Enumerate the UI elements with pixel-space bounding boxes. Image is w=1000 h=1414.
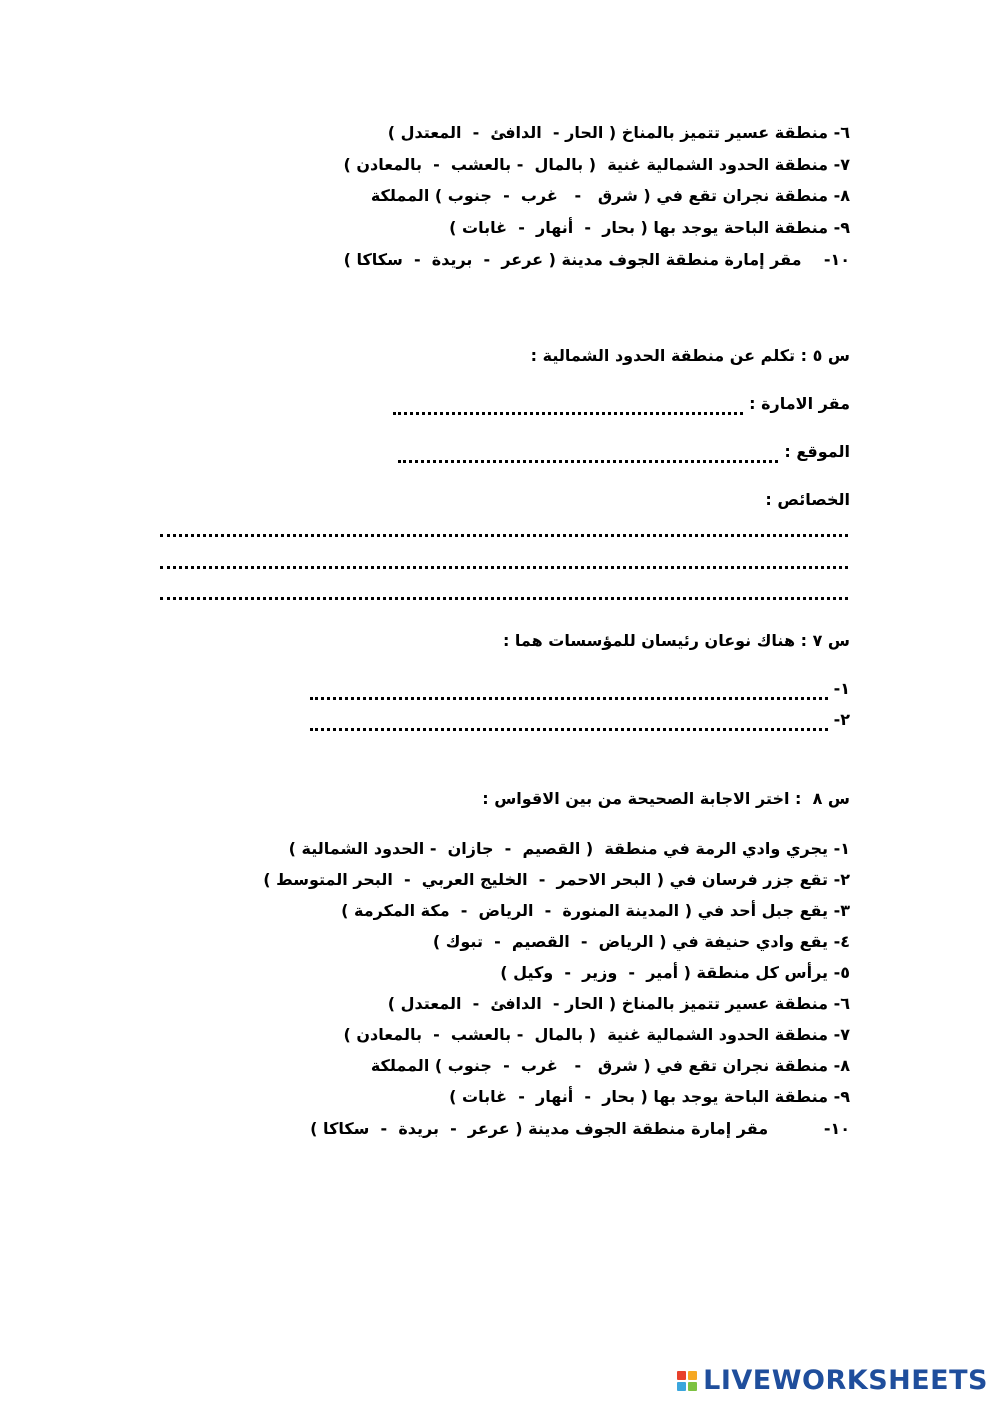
q5-capital-field (393, 393, 850, 415)
top-list-item-8: ٨- منطقة نجران تقع في ( شرق - غرب - جنوب ) المملكة (370, 186, 850, 205)
top-list-item-10: ١٠- مقر إمارة منطقة الجوف مدينة ( عرعر - بريدة - سكاكا ) (343, 250, 850, 269)
q7-item-1-number: ١- (833, 679, 850, 698)
q5-features-blank-2[interactable] (160, 566, 848, 569)
q7-item-1-blank[interactable] (310, 683, 828, 700)
q7-title: س ٧ : هناك نوعان رئيسان للمؤسسات هما : (502, 631, 850, 650)
q7-item-2-blank[interactable] (310, 714, 828, 731)
q8-item-7: ٧- منطقة الحدود الشمالية غنية ( بالمال - بالعشب - بالمعادن ) (343, 1025, 850, 1044)
q7-item-2 (310, 709, 850, 731)
logo-text: LIVEWORKSHEETS (703, 1365, 988, 1396)
q7-item-1 (310, 678, 850, 700)
liveworksheets-logo[interactable] (677, 1365, 988, 1396)
q8-item-4: ٤- يقع وادي حنيفة في ( الرياض - القصيم - تبوك ) (432, 932, 850, 951)
q8-item-10: ١٠- مقر إمارة منطقة الجوف مدينة ( عرعر - بريدة - سكاكا ) (310, 1119, 850, 1138)
q8-item-5: ٥- يرأس كل منطقة ( أمير - وزير - وكيل ) (500, 963, 850, 982)
q5-capital-label: مقر الامارة : (749, 394, 850, 413)
top-list-item-9: ٩- منطقة الباحة يوجد بها ( بحار - أنهار - غابات ) (449, 218, 850, 237)
q8-item-8: ٨- منطقة نجران تقع في ( شرق - غرب - جنوب ) المملكة (370, 1056, 850, 1075)
q5-features-blank-3[interactable] (160, 597, 848, 600)
q8-item-9: ٩- منطقة الباحة يوجد بها ( بحار - أنهار - غابات ) (449, 1087, 850, 1106)
q5-features-label: الخصائص : (765, 490, 850, 509)
top-list-item-6: ٦- منطقة عسير تتميز بالمناخ ( الحار - الدافئ - المعتدل ) (387, 123, 850, 142)
q5-location-label: الموقع : (784, 442, 850, 461)
q8-item-6: ٦- منطقة عسير تتميز بالمناخ ( الحار - الدافئ - المعتدل ) (387, 994, 850, 1013)
q8-item-3: ٣- يقع جبل أحد في ( المدينة المنورة - الرياض - مكة المكرمة ) (341, 901, 850, 920)
q5-title: س ٥ : تكلم عن منطقة الحدود الشمالية : (530, 346, 850, 365)
q5-features-blank-1[interactable] (160, 534, 848, 537)
q5-location-field (398, 441, 850, 463)
logo-squares-icon (677, 1371, 697, 1391)
q7-item-2-number: ٢- (833, 710, 850, 729)
q8-item-2: ٢- تقع جزر فرسان في ( البحر الاحمر - الخليج العربي - البحر المتوسط ) (263, 870, 850, 889)
q8-title: س ٨ : اختر الاجابة الصحيحة من بين الاقواس : (482, 789, 850, 808)
q5-location-answer-blank[interactable] (398, 446, 778, 463)
q5-capital-answer-blank[interactable] (393, 398, 743, 415)
q8-item-1: ١- يجري وادي الرمة في منطقة ( القصيم - جازان - الحدود الشمالية ) (288, 839, 850, 858)
top-list-item-7: ٧- منطقة الحدود الشمالية غنية ( بالمال - بالعشب - بالمعادن ) (343, 155, 850, 174)
